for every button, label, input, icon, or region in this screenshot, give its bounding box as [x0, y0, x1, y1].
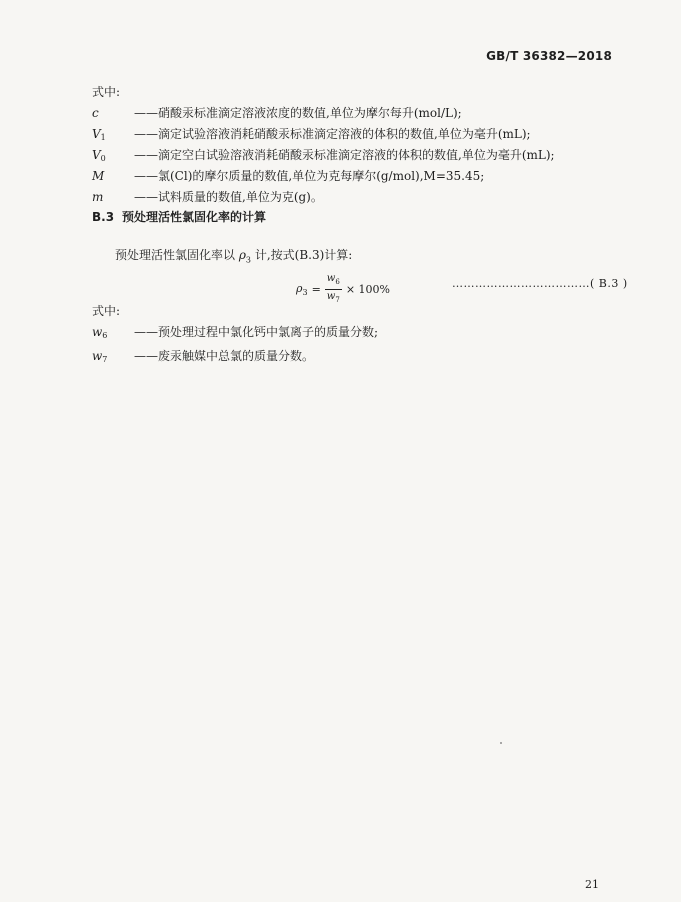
- formula-lhs: $\rho_3$: [296, 281, 308, 298]
- paragraph-prefix: 预处理活性氯固化率以: [115, 248, 236, 262]
- definition-variable: m: [92, 190, 104, 204]
- definition-text: ——氯(Cl)的摩尔质量的数值,单位为克每摩尔(g/mol),M=35.45;: [134, 169, 485, 183]
- formula-equals: =: [311, 283, 321, 296]
- definition-variable: c: [92, 106, 99, 120]
- section-heading: [92, 208, 266, 225]
- definition-variable: $V_1$: [92, 127, 106, 142]
- paragraph-suffix: 计,按式(B.3)计算:: [254, 248, 353, 262]
- definition-variable: $w_6$: [92, 325, 108, 340]
- definition-text: ——预处理过程中氯化钙中氯离子的质量分数;: [134, 325, 379, 339]
- definition-row: [92, 124, 555, 145]
- definition-variable: M: [92, 169, 105, 183]
- section-title: 预处理活性氯固化率的计算: [122, 210, 267, 224]
- definition-row: [92, 322, 378, 346]
- formula-numerator: $w_6$: [325, 272, 342, 290]
- definition-variable: $w_7$: [92, 349, 108, 364]
- formula-denominator: $w_7$: [326, 291, 340, 304]
- formula-multiplier: × 100%: [345, 283, 390, 296]
- definition-text: ——硝酸汞标准滴定溶液浓度的数值,单位为摩尔每升(mol/L);: [134, 106, 462, 120]
- definition-lead: 式中:: [92, 85, 121, 99]
- definition-variable: $V_0$: [92, 148, 106, 163]
- definition-text: ——滴定试验溶液消耗硝酸汞标准滴定溶液的体积的数值,单位为毫升(mL);: [134, 127, 531, 141]
- paragraph-symbol: $\rho_3$: [238, 248, 251, 265]
- definition-row: [92, 103, 555, 124]
- definition-row: [92, 346, 378, 370]
- first-definition-block: [92, 82, 555, 208]
- standard-code: GB/T 36382—2018: [486, 49, 612, 63]
- definition-row: [92, 187, 555, 208]
- definition-row: [92, 145, 555, 166]
- definition-text: ——废汞触媒中总氯的质量分数。: [134, 349, 315, 363]
- definition-text: ——滴定空白试验溶液消耗硝酸汞标准滴定溶液的体积的数值,单位为毫升(mL);: [134, 148, 555, 162]
- section-number: B.3: [92, 210, 115, 224]
- definition-lead: 式中:: [92, 304, 121, 318]
- page-number: 21: [585, 878, 599, 891]
- body-paragraph: [115, 246, 352, 264]
- equation-number: ………………………………( B.3 ): [452, 277, 628, 290]
- scan-speck: [500, 742, 502, 744]
- second-definition-block: [92, 301, 378, 370]
- definition-row: [92, 166, 555, 187]
- definition-text: ——试料质量的数值,单位为克(g)。: [134, 190, 323, 204]
